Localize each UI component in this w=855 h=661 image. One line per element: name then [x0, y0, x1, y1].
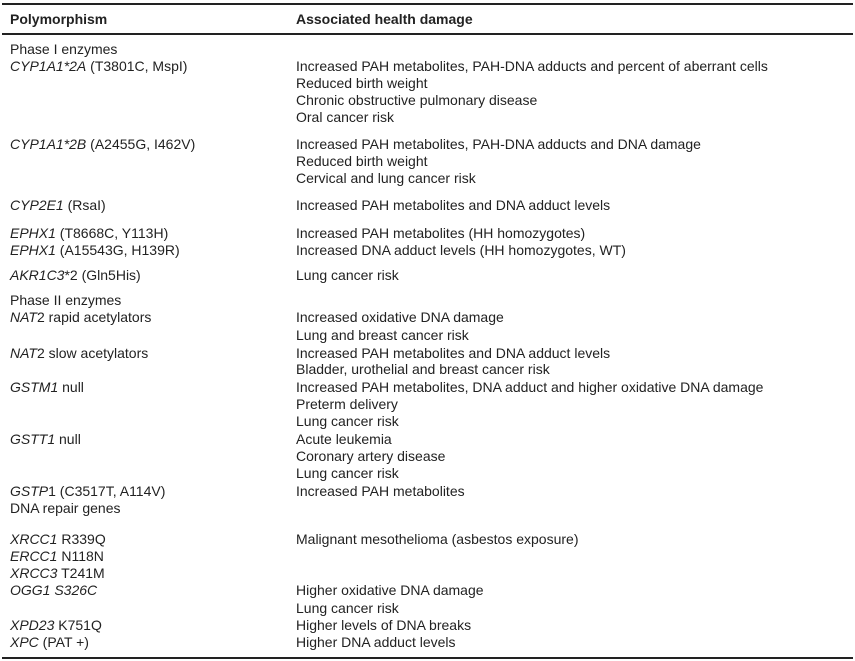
health-damage-cell: Lung cancer risk: [296, 267, 399, 283]
gene-name: XRCC1: [10, 531, 58, 547]
gene-name: AKR1C3: [10, 267, 65, 283]
polymorphism-cell: [10, 225, 168, 242]
health-damage-cell: Reduced birth weight: [296, 75, 428, 91]
health-damage-cell: Lung and breast cancer risk: [296, 327, 469, 343]
health-damage-cell: Chronic obstructive pulmonary disease: [296, 92, 538, 108]
variant-text: K751Q: [54, 617, 102, 633]
variant-text: *2 (Gln5His): [64, 267, 141, 283]
gene-name: EPHX1: [10, 225, 56, 241]
polymorphism-cell: [10, 58, 187, 75]
section-heading: [10, 41, 117, 58]
gene-name: CYP1A1*2B: [10, 136, 87, 152]
health-damage-cell: Higher levels of DNA breaks: [296, 617, 472, 633]
health-damage-cell: Increased PAH metabolites, DNA adduct and higher oxidative DNA damage: [296, 379, 764, 395]
health-damage-cell: Increased PAH metabolites, PAH-DNA adducts and percent of aberrant cells: [296, 58, 768, 74]
variant-text: 2 rapid acetylators: [36, 309, 152, 325]
gene-name: GSTP: [10, 483, 49, 499]
health-damage-cell: Increased oxidative DNA damage: [296, 309, 504, 325]
gene-name: GSTT1: [10, 431, 56, 447]
bottom-rule: [2, 657, 853, 659]
gene-name: XPC: [10, 634, 39, 650]
gene-name: OGG1 S326C: [10, 582, 98, 598]
health-damage-cell: Increased PAH metabolites, PAH-DNA adducts and DNA damage: [296, 136, 701, 152]
variant-text: Phase II enzymes: [10, 292, 122, 308]
polymorphism-cell: [10, 582, 97, 599]
variant-text: (T3801C, MspI): [86, 58, 188, 74]
health-damage-cell: Higher DNA adduct levels: [296, 634, 456, 650]
section-heading: [10, 292, 121, 309]
variant-text: (A15543G, H139R): [55, 242, 180, 258]
variant-text: Phase I enzymes: [10, 41, 118, 57]
gene-name: EPHX1: [10, 242, 56, 258]
gene-name: XRCC3: [10, 565, 58, 581]
health-damage-cell: Increased PAH metabolites: [296, 483, 465, 499]
polymorphism-cell: [10, 309, 151, 326]
health-damage-cell: Lung cancer risk: [296, 413, 399, 429]
polymorphism-cell: [10, 379, 84, 396]
variant-text: R339Q: [57, 531, 106, 547]
section-heading: [10, 500, 121, 517]
health-damage-cell: Higher oxidative DNA damage: [296, 582, 484, 598]
variant-text: null: [58, 379, 84, 395]
polymorphism-cell: [10, 431, 81, 448]
variant-text: 2 slow acetylators: [36, 345, 149, 361]
header-rule: [2, 33, 853, 35]
health-damage-cell: Acute leukemia: [296, 431, 392, 447]
health-damage-cell: Preterm delivery: [296, 396, 398, 412]
gene-name: NAT: [10, 309, 37, 325]
header-health-damage: Associated health damage: [296, 11, 473, 27]
polymorphism-cell: [10, 531, 106, 548]
health-damage-cell: Increased PAH metabolites (HH homozygotes): [296, 225, 586, 241]
variant-text: N118N: [57, 548, 104, 564]
variant-text: (RsaI): [63, 197, 106, 213]
polymorphism-cell: [10, 483, 165, 500]
variant-text: T241M: [57, 565, 105, 581]
gene-name: CYP1A1*2A: [10, 58, 87, 74]
health-damage-cell: Coronary artery disease: [296, 448, 446, 464]
polymorphism-cell: [10, 617, 102, 634]
health-damage-cell: Oral cancer risk: [296, 109, 395, 125]
variant-text: null: [55, 431, 81, 447]
health-damage-cell: Increased PAH metabolites and DNA adduct levels: [296, 345, 611, 361]
top-rule: [2, 3, 853, 5]
polymorphism-cell: [10, 267, 141, 284]
health-damage-cell: Reduced birth weight: [296, 153, 428, 169]
polymorphism-cell: [10, 345, 148, 362]
gene-name: GSTM1: [10, 379, 59, 395]
health-damage-cell: Increased DNA adduct levels (HH homozygotes, WT): [296, 242, 626, 258]
variant-text: (T8668C, Y113H): [55, 225, 169, 241]
variant-text: DNA repair genes: [10, 500, 121, 516]
health-damage-cell: Increased PAH metabolites and DNA adduct levels: [296, 197, 611, 213]
header-polymorphism: Polymorphism: [10, 11, 108, 27]
variant-text: (PAT +): [38, 634, 89, 650]
polymorphism-cell: [10, 634, 89, 651]
polymorphism-cell: [10, 548, 104, 565]
polymorphism-cell: [10, 242, 180, 259]
polymorphism-cell: [10, 565, 105, 582]
health-damage-cell: Malignant mesothelioma (asbestos exposure): [296, 531, 579, 547]
gene-name: NAT: [10, 345, 37, 361]
polymorphism-cell: [10, 136, 195, 153]
gene-name: CYP2E1: [10, 197, 64, 213]
gene-name: XPD23: [10, 617, 55, 633]
variant-text: 1 (C3517T, A114V): [48, 483, 166, 499]
health-damage-cell: Lung cancer risk: [296, 465, 399, 481]
polymorphism-cell: [10, 197, 106, 214]
health-damage-cell: Lung cancer risk: [296, 600, 399, 616]
gene-name: ERCC1: [10, 548, 58, 564]
health-damage-cell: Cervical and lung cancer risk: [296, 170, 476, 186]
variant-text: (A2455G, I462V): [86, 136, 196, 152]
health-damage-cell: Bladder, urothelial and breast cancer risk: [296, 361, 550, 377]
